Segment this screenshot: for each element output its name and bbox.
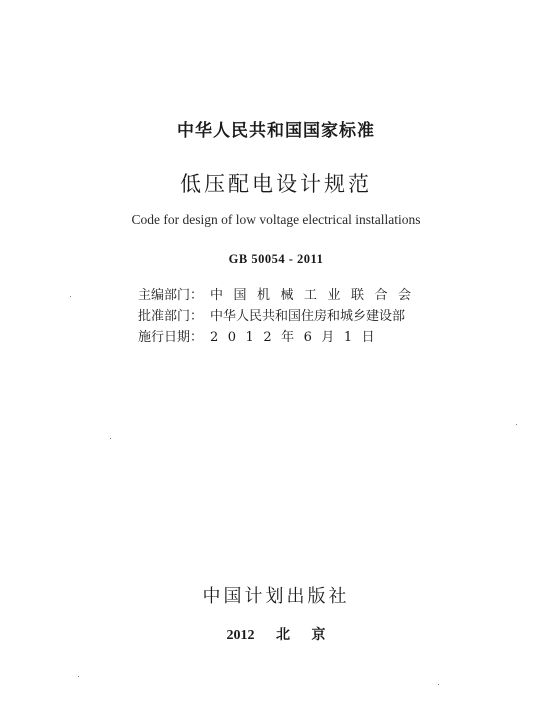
scan-speck: [438, 684, 439, 685]
scan-speck: [110, 438, 111, 439]
document-title-english: Code for design of low voltage electrical installations: [131, 212, 421, 227]
approver-dept-value: 中华人民共和国住房和城乡建设部: [210, 309, 406, 324]
publisher-name: 中国计划出版社: [202, 586, 350, 607]
document-title-chinese: 低压配电设计规范: [180, 172, 372, 196]
scan-speck: [78, 676, 79, 677]
info-row-effective-date: [138, 327, 438, 348]
scan-speck: [516, 424, 517, 425]
approver-dept-label: 批准部门：: [138, 309, 204, 324]
issuing-info-block: [138, 285, 438, 348]
effective-date-value: 2012年6月1日: [210, 330, 385, 345]
info-row-approver: [138, 306, 438, 327]
effective-date-label: 施行日期：: [138, 330, 204, 345]
standard-number: GB 50054 - 2011: [228, 252, 324, 266]
editor-dept-value: 中国机械工业联合会: [210, 288, 422, 303]
info-row-editor: [138, 285, 438, 306]
national-standard-heading: 中华人民共和国国家标准: [177, 121, 375, 141]
publication-year-place: 2012 北 京: [226, 628, 326, 643]
editor-dept-label: 主编部门：: [138, 288, 204, 303]
scan-speck: [70, 296, 71, 297]
